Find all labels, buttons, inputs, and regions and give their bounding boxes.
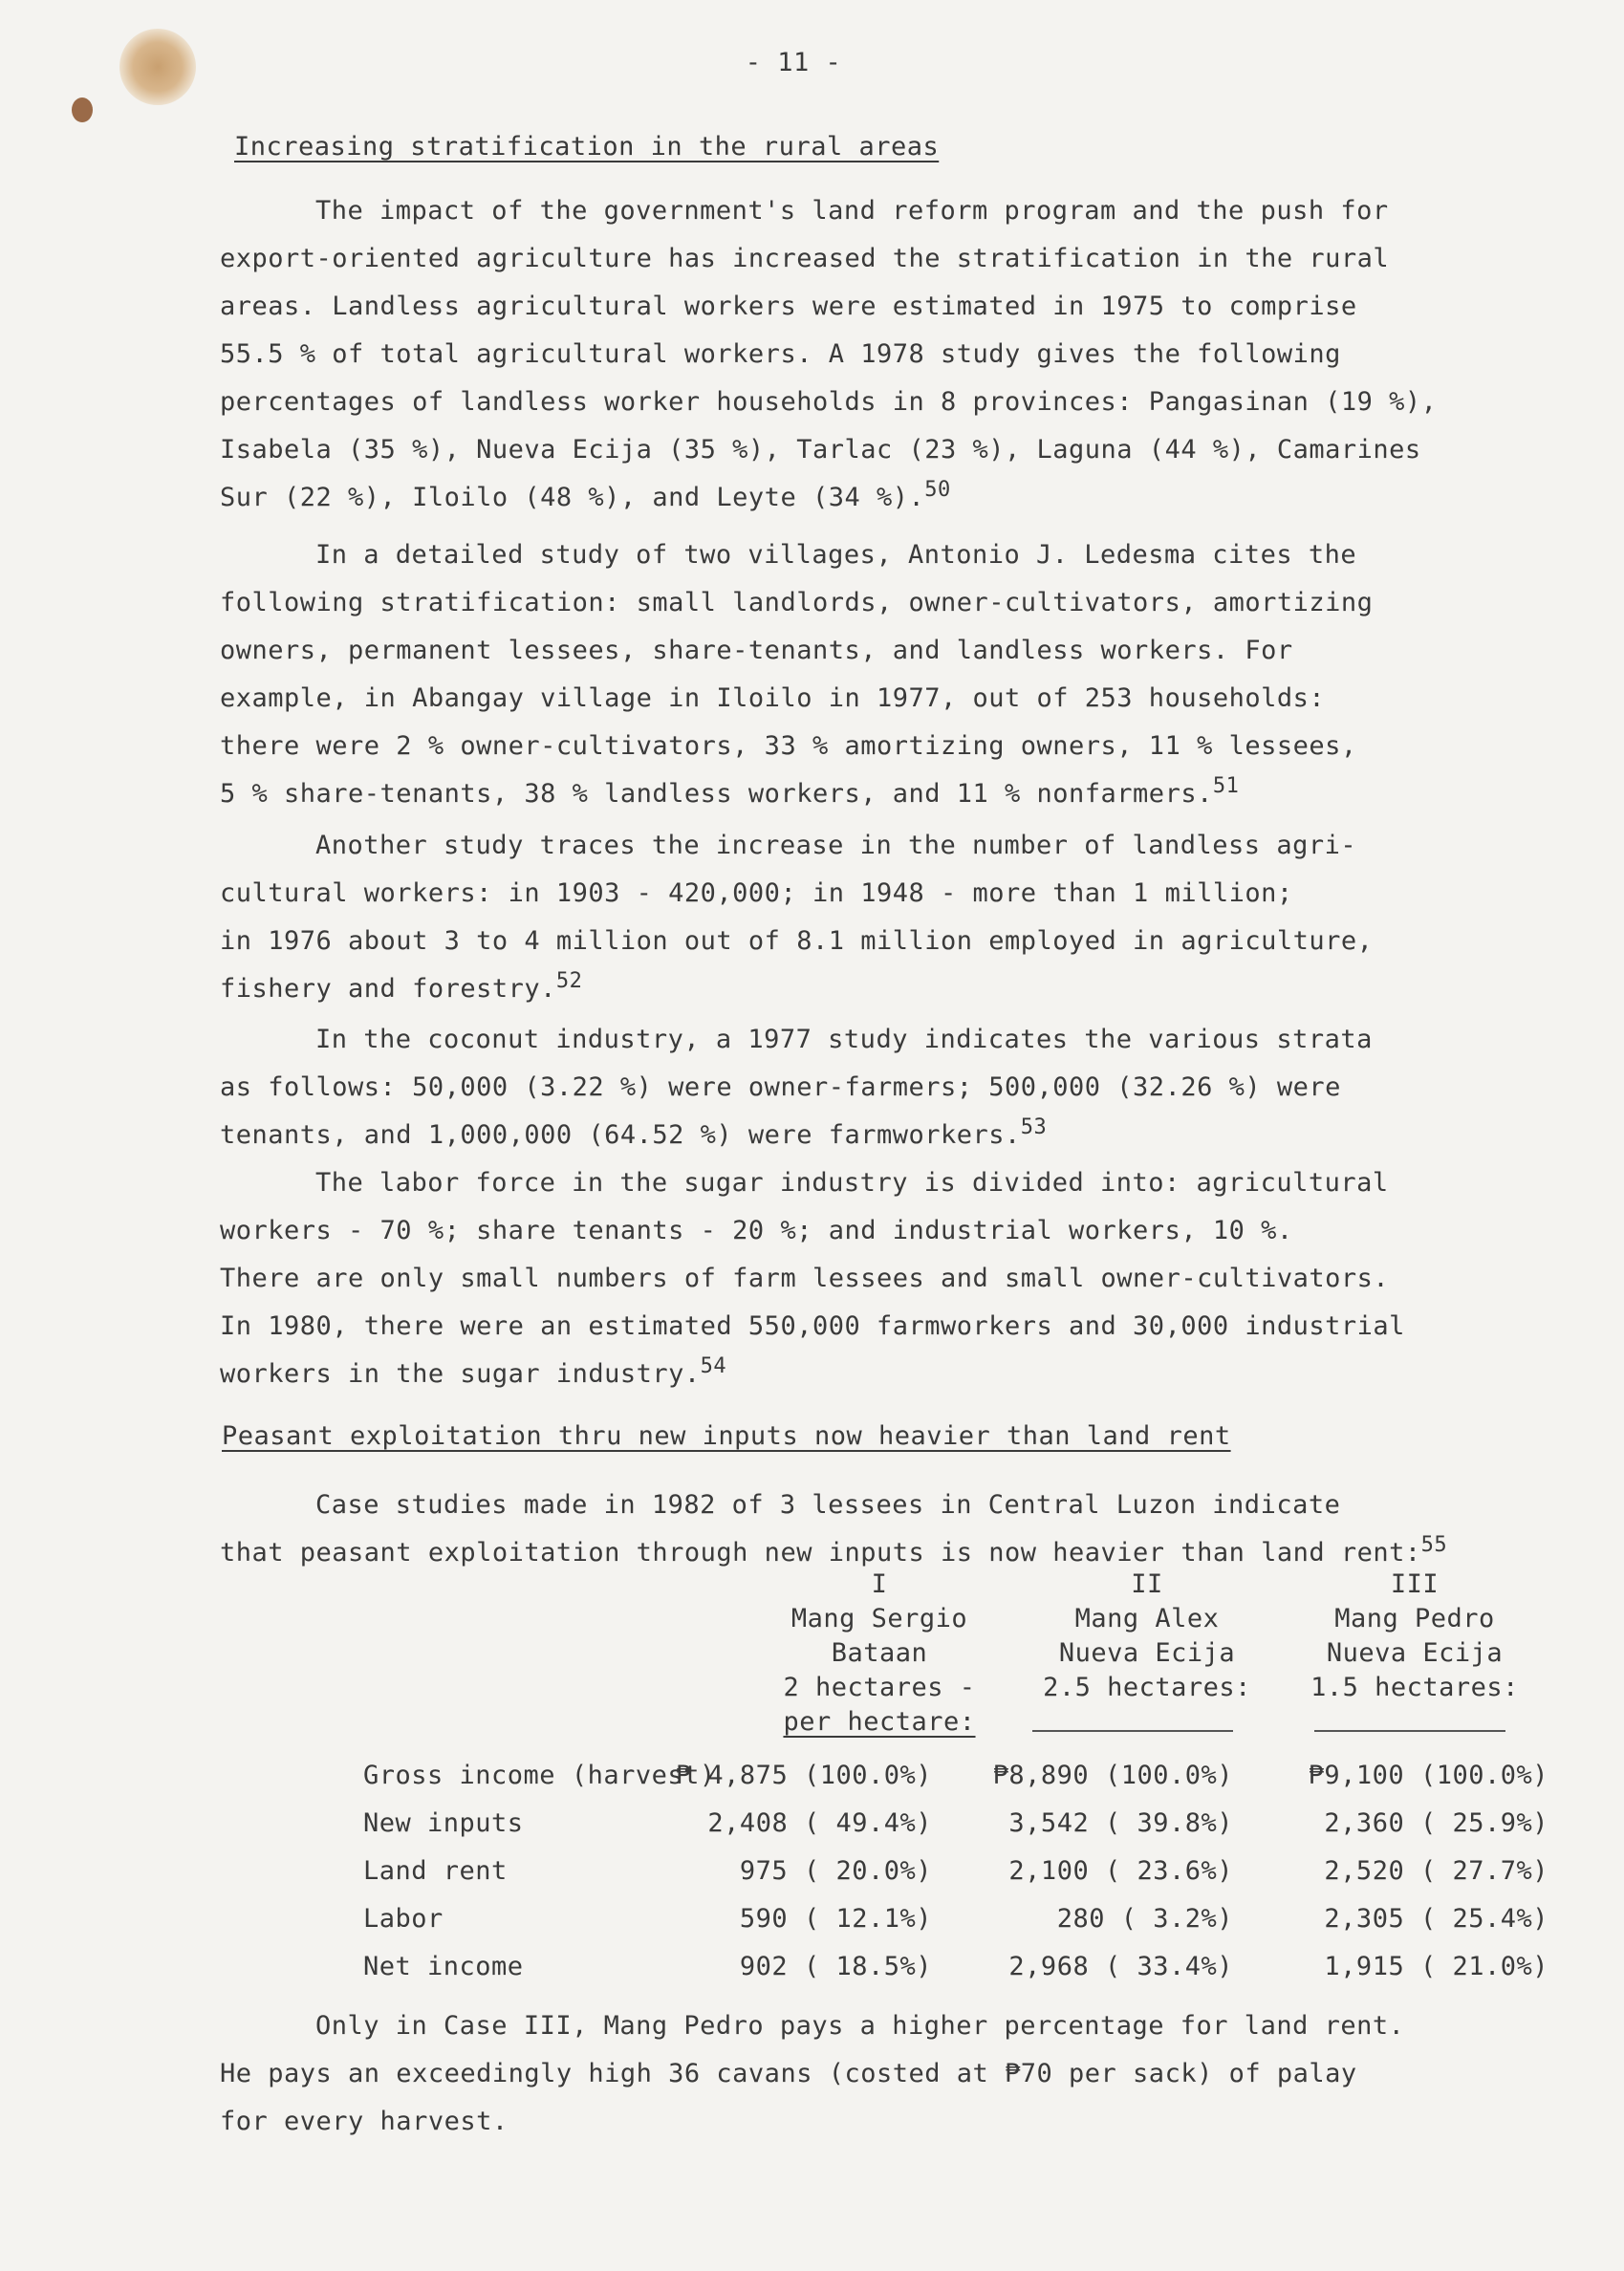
case-2-value: 2,968 ( 33.4%) <box>1008 1952 1233 1981</box>
text-line: He pays an exceedingly high 36 cavans (costed at ₱70 per sack) of palay <box>220 2059 1357 2088</box>
text-line <box>220 1351 1482 1398</box>
case-place: Nueva Ecija <box>1058 1638 1236 1668</box>
paragraph <box>220 1016 1482 1159</box>
case-numeral: III <box>1390 1569 1440 1599</box>
text-line-content: that peasant exploitation through new inputs is now heavier than land rent: <box>220 1538 1421 1568</box>
table-row <box>363 1848 1548 1895</box>
row-label: Land rent <box>363 1856 508 1886</box>
text-line: example, in Abangay village in Iloilo in 1977, out of 253 households: <box>220 683 1326 713</box>
text-line: The labor force in the sugar industry is divided into: agricultural <box>315 1168 1389 1198</box>
text-line <box>220 1112 1482 1159</box>
case-1-value: 2,408 ( 49.4%) <box>707 1808 932 1838</box>
text-line: in 1976 about 3 to 4 million out of 8.1 million employed in agriculture, <box>220 926 1374 956</box>
case-3-value: 1,915 ( 21.0%) <box>1324 1952 1548 1981</box>
text-line: Another study traces the increase in the number of landless agri- <box>315 831 1357 860</box>
case-lessee-name: Mang Alex <box>1074 1604 1220 1633</box>
text-line: workers - 70 %; share tenants - 20 %; and industrial workers, 10 %. <box>220 1216 1293 1245</box>
paragraph <box>220 1482 1482 1577</box>
column-underline <box>1314 1730 1505 1732</box>
case-size: 2 hectares - <box>783 1673 976 1702</box>
table-row <box>363 1943 1548 1991</box>
table-row <box>363 1752 1548 1800</box>
case-numeral: II <box>1131 1569 1163 1599</box>
text-line: Only in Case III, Mang Pedro pays a higher percentage for land rent. <box>315 2011 1405 2041</box>
footnote-marker: 54 <box>700 1354 727 1378</box>
stain-mark-small <box>72 97 93 122</box>
column-header-case-1 <box>765 1568 994 1740</box>
section-heading-stratification: Increasing stratification in the rural areas <box>234 132 940 162</box>
table-row <box>363 1895 1548 1943</box>
case-2-value: 280 ( 3.2%) <box>1056 1904 1233 1934</box>
text-line: export-oriented agriculture has increased the stratification in the rural <box>220 244 1390 273</box>
section-heading-peasant-exploitation: Peasant exploitation thru new inputs now heavier than land rent <box>222 1421 1231 1451</box>
row-label: Net income <box>363 1952 524 1981</box>
text-line-content: tenants, and 1,000,000 (64.52 %) were farmworkers. <box>220 1120 1021 1150</box>
case-place: Bataan <box>831 1638 928 1668</box>
case-1-value: ₱ 4,875 (100.0%) <box>675 1761 932 1790</box>
case-2-value: 3,542 ( 39.8%) <box>1008 1808 1233 1838</box>
case-1-value: 902 ( 18.5%) <box>739 1952 932 1981</box>
paragraph <box>220 187 1482 522</box>
table-row <box>363 1800 1548 1848</box>
text-line: 55.5 % of total agricultural workers. A 1978 study gives the following <box>220 339 1341 369</box>
text-line: cultural workers: in 1903 - 420,000; in 1948 - more than 1 million; <box>220 878 1293 908</box>
text-line: following stratification: small landlords, owner-cultivators, amortizing <box>220 588 1374 617</box>
text-line: areas. Landless agricultural workers were estimated in 1975 to comprise <box>220 292 1357 321</box>
case-3-value: ₱9,100 (100.0%) <box>1308 1761 1548 1790</box>
case-3-value: 2,305 ( 25.4%) <box>1324 1904 1548 1934</box>
text-line: for every harvest. <box>220 2107 509 2136</box>
case-size: 1.5 hectares: <box>1310 1673 1519 1702</box>
text-line: The impact of the government's land reform program and the push for <box>315 196 1389 226</box>
text-line: Isabela (35 %), Nueva Ecija (35 %), Tarlac (23 %), Laguna (44 %), Camarines <box>220 435 1421 465</box>
column-header-case-2 <box>1032 1568 1262 1705</box>
page-number: - 11 - <box>745 48 842 77</box>
text-line: as follows: 50,000 (3.22 %) were owner-farmers; 500,000 (32.26 %) were <box>220 1072 1341 1102</box>
case-3-value: 2,520 ( 27.7%) <box>1324 1856 1548 1886</box>
case-2-value: 2,100 ( 23.6%) <box>1008 1856 1233 1886</box>
paragraph <box>220 1159 1482 1398</box>
footnote-marker: 51 <box>1212 774 1240 798</box>
case-1-value: 590 ( 12.1%) <box>739 1904 932 1934</box>
stain-mark <box>119 29 196 105</box>
case-2-value: ₱8,890 (100.0%) <box>992 1761 1233 1790</box>
text-line: In 1980, there were an estimated 550,000 farmworkers and 30,000 industrial <box>220 1311 1405 1341</box>
case-lessee-name: Mang Sergio <box>790 1604 968 1633</box>
text-line: percentages of landless worker households in 8 provinces: Pangasinan (19 %), <box>220 387 1438 417</box>
text-line-content: Sur (22 %), Iloilo (48 %), and Leyte (34 %). <box>220 483 925 512</box>
case-unit: per hectare: <box>783 1707 976 1737</box>
footnote-marker: 55 <box>1420 1533 1448 1557</box>
case-numeral: I <box>871 1569 888 1599</box>
text-line <box>220 965 1482 1013</box>
case-lessee-name: Mang Pedro <box>1334 1604 1495 1633</box>
case-3-value: 2,360 ( 25.9%) <box>1324 1808 1548 1838</box>
text-line: In the coconut industry, a 1977 study indicates the various strata <box>315 1025 1373 1054</box>
case-size: 2.5 hectares: <box>1043 1673 1251 1702</box>
text-line: owners, permanent lessees, share-tenants, and landless workers. For <box>220 636 1293 665</box>
text-line-content: workers in the sugar industry. <box>220 1359 701 1389</box>
paragraph <box>220 2002 1482 2146</box>
text-line-content: fishery and forestry. <box>220 974 556 1004</box>
row-label: Gross income (harvest) <box>363 1761 716 1790</box>
paragraph <box>220 822 1482 1013</box>
text-line: there were 2 % owner-cultivators, 33 % amortizing owners, 11 % lessees, <box>220 731 1357 761</box>
text-line <box>220 474 1482 522</box>
text-line-content: 5 % share-tenants, 38 % landless workers, and 11 % nonfarmers. <box>220 779 1213 809</box>
text-line: Case studies made in 1982 of 3 lessees in Central Luzon indicate <box>315 1490 1341 1520</box>
case-place: Nueva Ecija <box>1326 1638 1504 1668</box>
column-header-case-3 <box>1300 1568 1529 1705</box>
case-1-value: 975 ( 20.0%) <box>739 1856 932 1886</box>
footnote-marker: 53 <box>1020 1115 1048 1139</box>
row-label: Labor <box>363 1904 444 1934</box>
text-line <box>220 770 1482 818</box>
text-line: In a detailed study of two villages, Antonio J. Ledesma cites the <box>315 540 1357 570</box>
footnote-marker: 52 <box>555 969 583 993</box>
column-underline <box>1032 1730 1233 1732</box>
row-label: New inputs <box>363 1808 524 1838</box>
paragraph <box>220 531 1482 818</box>
footnote-marker: 50 <box>924 478 951 502</box>
text-line: There are only small numbers of farm lessees and small owner-cultivators. <box>220 1264 1390 1293</box>
